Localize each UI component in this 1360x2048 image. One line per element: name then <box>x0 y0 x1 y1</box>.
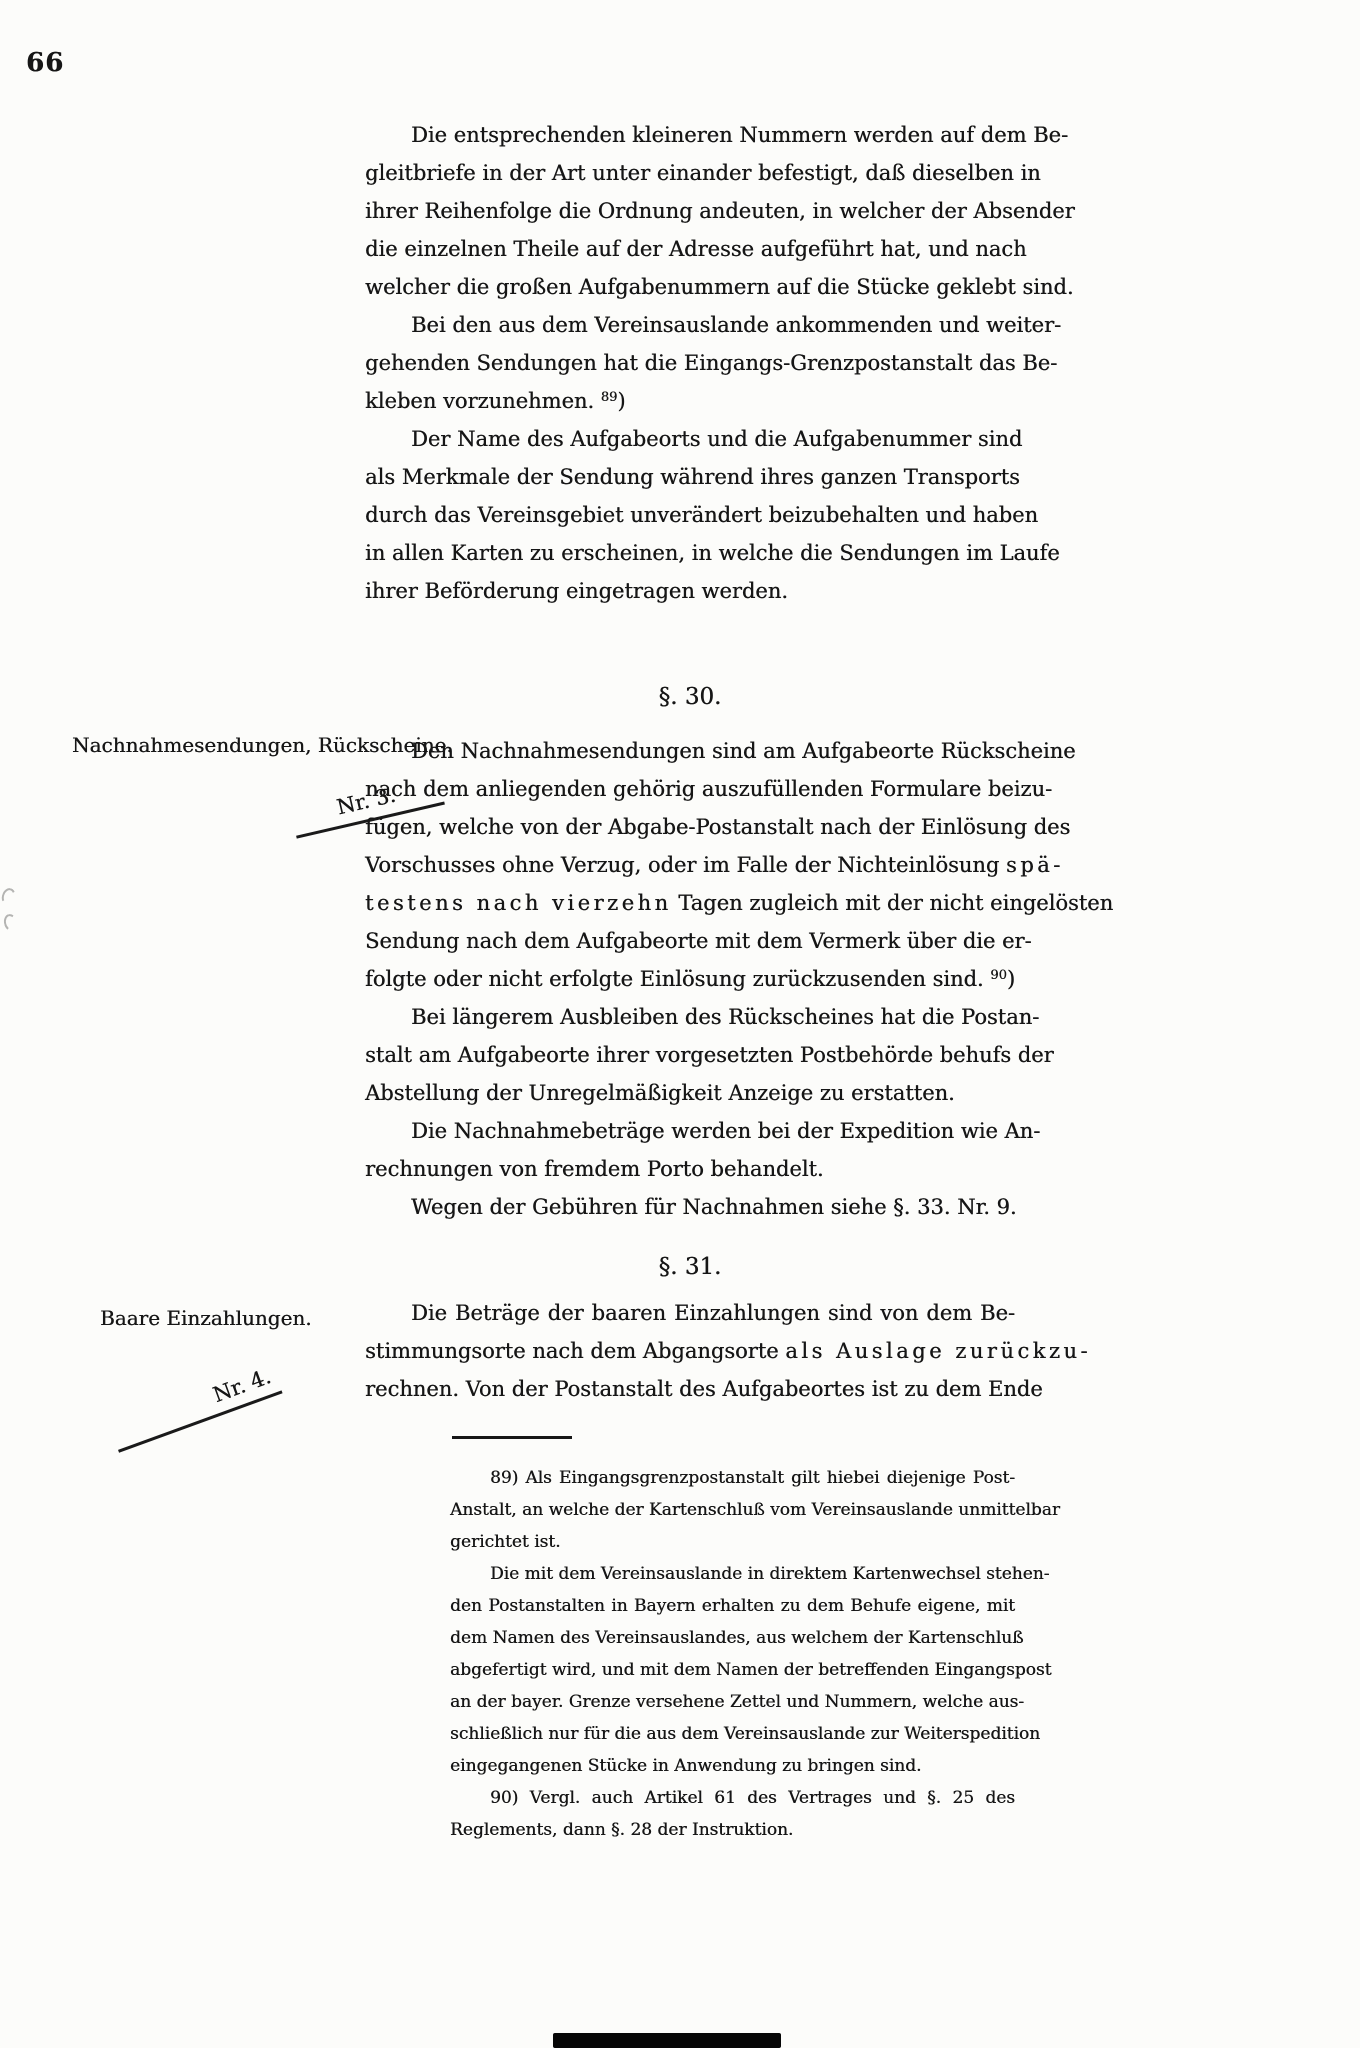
scan-mark <box>2 913 18 932</box>
text-line: nach dem anliegenden gehörig auszufüllenden Formulare beizu- <box>365 777 1053 801</box>
text-line: stalt am Aufgabeorte ihrer vorgesetzten Postbehörde behufs der <box>365 1043 1054 1067</box>
text-line: Der Name des Aufgabeorts und die Aufgabenummer sind <box>411 427 1023 451</box>
text-line: gehenden Sendungen hat die Eingangs-Grenzpostanstalt das Be- <box>365 351 1058 375</box>
text-line: Anstalt, an welche der Kartenschluß vom Vereinsauslande unmittelbar <box>450 1500 1060 1520</box>
page-number: 66 <box>26 48 65 78</box>
text-line: Bei den aus dem Vereinsauslande ankommenden und weiter- <box>411 313 1062 337</box>
text-line: den Postanstalten in Bayern erhalten zu dem Behufe eigene, mit <box>450 1596 1015 1616</box>
text-line: 89) Als Eingangsgrenzpostanstalt gilt hiebei diejenige Post- <box>490 1468 1015 1488</box>
footnote-ref: 90 <box>990 968 1007 983</box>
text-line: rechnungen von fremdem Porto behandelt. <box>365 1157 824 1181</box>
text-line: Bei längerem Ausbleiben des Rückscheines hat die Postan- <box>411 1005 1040 1029</box>
footnote-block <box>450 1462 1060 1846</box>
scan-artifact-bar <box>553 2033 781 2048</box>
margin-note-nachnahmesendungen: Nachnahmesendungen, Rückscheine. <box>72 733 453 757</box>
text-line: in allen Karten zu erscheinen, in welche die Sendungen im Laufe <box>365 541 1060 565</box>
text-line: Die Beträge der baaren Einzahlungen sind von dem Be- <box>411 1301 1015 1325</box>
text-line: Abstellung der Unregelmäßigkeit Anzeige zu erstatten. <box>365 1081 955 1105</box>
text-line: Den Nachnahmesendungen sind am Aufgabeorte Rückscheine <box>411 739 1076 763</box>
text-line: Vorschusses ohne Verzug, oder im Falle der Nichteinlösung spä- <box>365 853 1064 877</box>
margin-annotation-nr-3: Nr. 3. <box>289 771 445 838</box>
text-line: abgefertigt wird, und mit dem Namen der betreffenden Eingangspost <box>450 1660 1052 1680</box>
heading-section-31: §. 31. <box>658 1254 722 1280</box>
body-text-section-30 <box>365 732 1114 1226</box>
margin-note-baare-einzahlungen: Baare Einzahlungen. <box>100 1306 312 1330</box>
text-line: eingegangenen Stücke in Anwendung zu bringen sind. <box>450 1756 922 1776</box>
text-line: rechnen. Von der Postanstalt des Aufgabeortes ist zu dem Ende <box>365 1377 1043 1401</box>
text-line: welcher die großen Aufgabenummern auf die Stücke geklebt sind. <box>365 275 1074 299</box>
text-line: durch das Vereinsgebiet unverändert beizubehalten und haben <box>365 503 1039 527</box>
text-line: dem Namen des Vereinsauslandes, aus welchem der Kartenschluß <box>450 1628 1024 1648</box>
text-line: ihrer Reihenfolge die Ordnung andeuten, in welcher der Absender <box>365 199 1075 223</box>
text-line: Reglements, dann §. 28 der Instruktion. <box>450 1820 794 1840</box>
text-line: Die entsprechenden kleineren Nummern werden auf dem Be- <box>411 123 1069 147</box>
text-line: gerichtet ist. <box>450 1532 561 1552</box>
footnote-separator <box>452 1436 572 1439</box>
body-text-section-31 <box>365 1294 1092 1408</box>
text-line: kleben vorzunehmen. $^{89}$) <box>365 389 626 413</box>
text-line: Wegen der Gebühren für Nachnahmen siehe §. 33. Nr. 9. <box>411 1195 1017 1219</box>
scan-mark <box>0 886 17 906</box>
text-line: testens nach vierzehn Tagen zugleich mit der nicht eingelösten <box>365 891 1114 915</box>
text-line: gleitbriefe in der Art unter einander befestigt, daß dieselben in <box>365 161 1041 185</box>
text-line: schließlich nur für die aus dem Vereinsauslande zur Weiterspedition <box>450 1724 1041 1744</box>
margin-annotation-nr-4: Nr. 4. <box>107 1361 282 1452</box>
heading-section-30: §. 30. <box>658 684 722 710</box>
text-line: an der bayer. Grenze versehene Zettel und Nummern, welche aus- <box>450 1692 1025 1712</box>
text-line: ihrer Beförderung eingetragen werden. <box>365 579 788 603</box>
text-line: Sendung nach dem Aufgabeorte mit dem Vermerk über die er- <box>365 929 1032 953</box>
text-line: folgte oder nicht erfolgte Einlösung zurückzusenden sind. $^{90}$) <box>365 967 1016 991</box>
text-line: 90) Vergl. auch Artikel 61 des Vertrages und §. 25 des <box>490 1788 1015 1808</box>
text-line: als Merkmale der Sendung während ihres ganzen Transports <box>365 465 1020 489</box>
footnote-ref: 89 <box>600 390 618 405</box>
text-line: Die mit dem Vereinsauslande in direktem Kartenwechsel stehen- <box>490 1564 1050 1584</box>
text-line: fügen, welche von der Abgabe-Postanstalt nach der Einlösung des <box>365 815 1071 839</box>
text-line: die einzelnen Theile auf der Adresse aufgeführt hat, und nach <box>365 237 1027 261</box>
text-line: stimmungsorte nach dem Abgangsorte als Auslage zurückzu- <box>365 1339 1092 1363</box>
body-text-intro <box>365 116 1075 610</box>
text-line: Die Nachnahmebeträge werden bei der Expedition wie An- <box>411 1119 1041 1143</box>
